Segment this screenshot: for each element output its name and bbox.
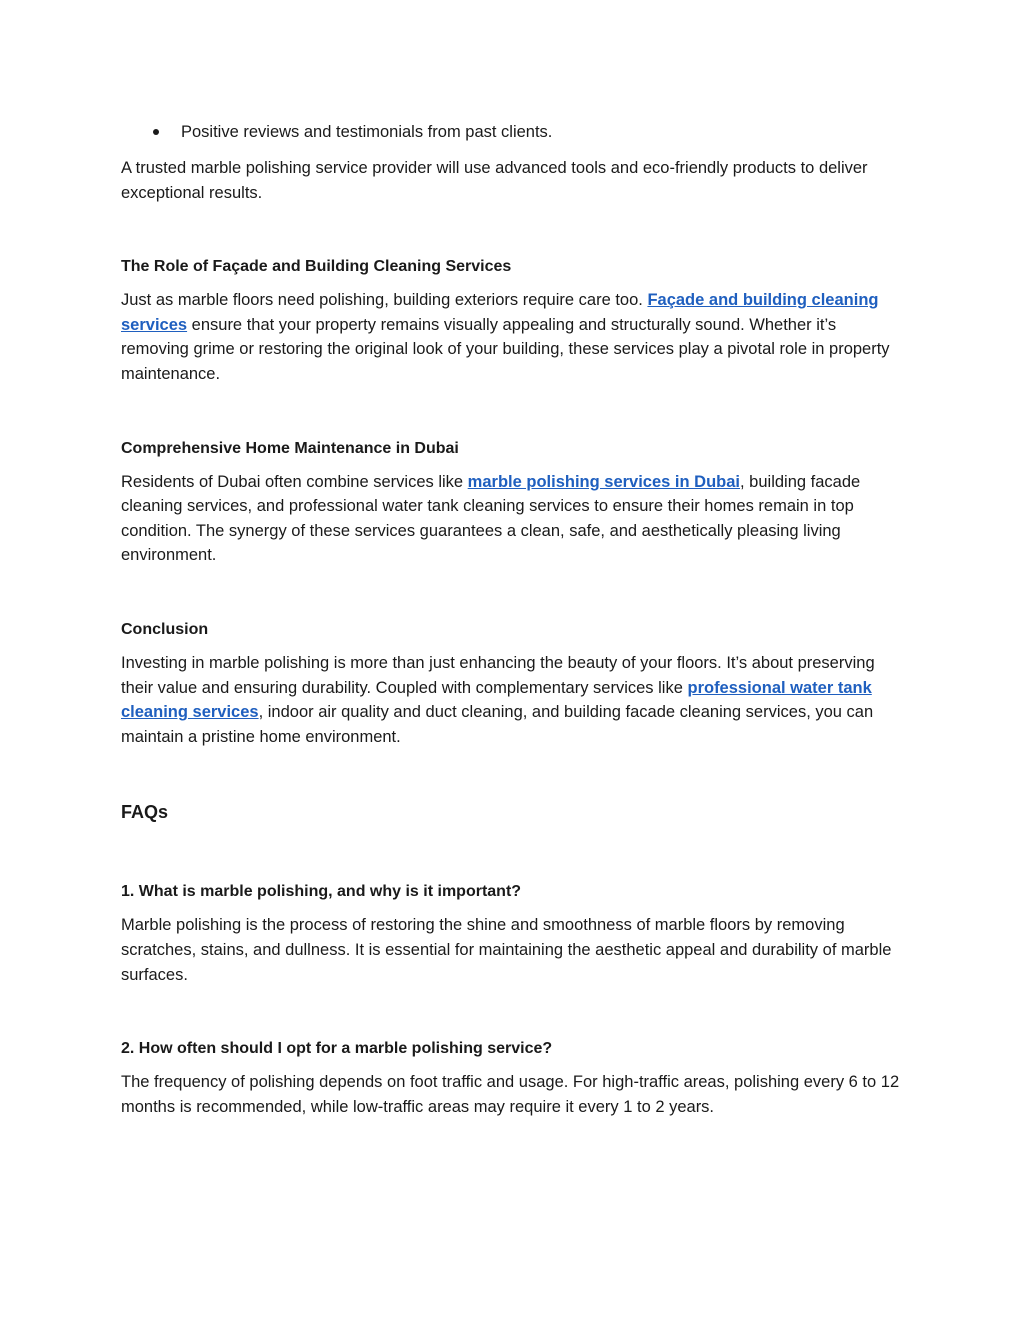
bullet-text: Positive reviews and testimonials from past clients.: [181, 123, 553, 141]
document-page: [121, 118, 901, 1119]
water-tank-cleaning-link[interactable]: professional water tank cleaning services: [121, 678, 872, 722]
list-item: [121, 118, 901, 147]
home-maintenance-paragraph: [121, 470, 901, 568]
home-text-before: Residents of Dubai often combine services like: [121, 472, 468, 491]
faq-answer: The frequency of polishing depends on foot traffic and usage. For high-traffic areas, polishing every 6 to 12 months is recommended, while low-traffic areas may require it every 1 to 2 years.: [121, 1073, 900, 1116]
marble-polishing-dubai-link[interactable]: marble polishing services in Dubai: [467, 472, 741, 491]
intro-paragraph: A trusted marble polishing service provider will use advanced tools and eco-friendly products to deliver exceptional results.: [121, 159, 868, 202]
facade-paragraph: [121, 288, 901, 386]
facade-text-after: ensure that your property remains visually appealing and structurally sound. Whether it’s removing grime or restoring the original look of your building, these services play a pivotal role in property maintenance.: [121, 315, 890, 383]
section-heading-conclusion: Conclusion: [121, 620, 209, 638]
conclusion-text-after: , indoor air quality and duct cleaning, and building facade cleaning services, you can maintain a pristine home environment.: [121, 703, 874, 746]
facade-text-before: Just as marble floors need polishing, building exteriors require care too.: [121, 291, 648, 310]
conclusion-text-before: Investing in marble polishing is more than just enhancing the beauty of your floors. It’s about preserving their value and ensuring durability. Coupled with complementary services like: [121, 653, 875, 697]
faq-question: 1. What is marble polishing, and why is it important?: [121, 883, 522, 901]
conclusion-paragraph: [121, 651, 901, 749]
faqs-heading: FAQs: [121, 802, 169, 823]
home-text-after: , building facade cleaning services, and professional water tank cleaning services to ensure their homes remain in top condition. The synergy of these services guarantees a clean, safe, and aesthetically pleasing living environment.: [121, 472, 861, 565]
bullet-icon: [153, 129, 159, 135]
faq-question: 2. How often should I opt for a marble polishing service?: [121, 1040, 553, 1058]
facade-cleaning-link[interactable]: Façade and building cleaning services: [121, 291, 879, 334]
section-heading-home-maintenance: Comprehensive Home Maintenance in Dubai: [121, 439, 459, 457]
faq-answer: Marble polishing is the process of restoring the shine and smoothness of marble floors by removing scratches, stains, and dullness. It is essential for maintaining the aesthetic appeal and durability of marble surfaces.: [121, 916, 892, 984]
section-heading-facade: The Role of Façade and Building Cleaning Services: [121, 258, 512, 276]
bullet-list: [121, 118, 901, 147]
